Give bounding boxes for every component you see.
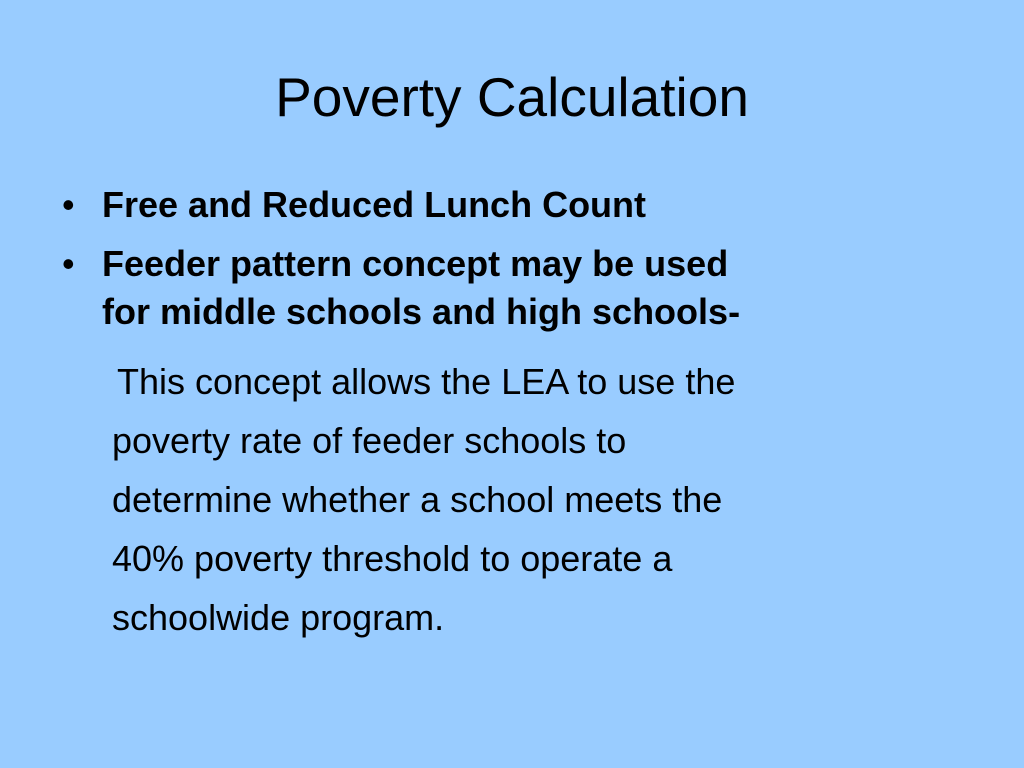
bullet-icon: • [62,184,75,225]
bullet-text-line-2: for middle schools and high schools- [102,291,741,332]
bullet-icon: • [62,243,75,284]
bullet-text: Free and Reduced Lunch Count [102,184,647,225]
description-line: poverty rate of feeder schools to [112,420,627,461]
bullet-list [62,182,962,348]
bullet-text-line-1: Feeder pattern concept may be used [102,243,729,284]
description-line: This concept allows the LEA to use the [117,361,736,402]
slide-title: Poverty Calculation [275,66,749,128]
bullet-item-feeder-pattern [62,240,962,336]
description-line: 40% poverty threshold to operate a [112,538,673,579]
description-line: determine whether a school meets the [112,479,723,520]
feeder-concept-description [112,352,932,647]
description-line: schoolwide program. [112,597,445,638]
bullet-item-free-reduced-lunch [62,182,962,228]
